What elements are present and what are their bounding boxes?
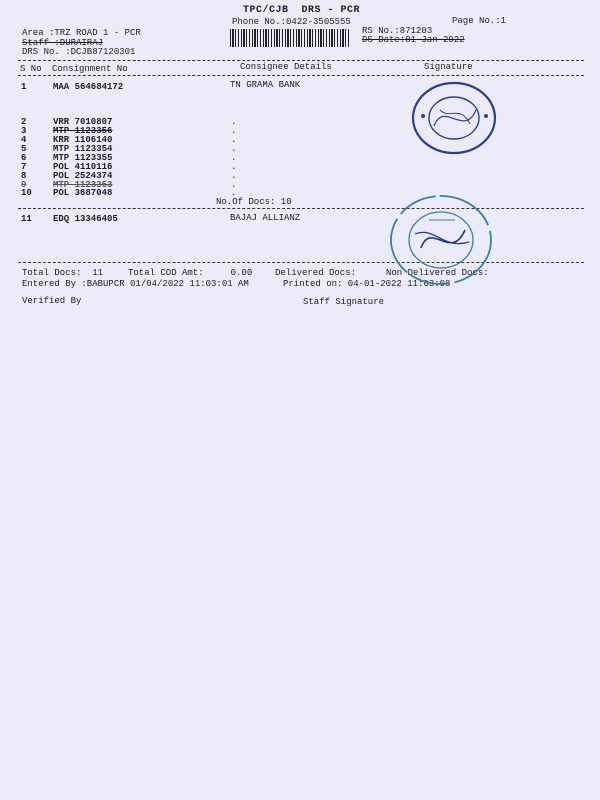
col-sno: S No	[20, 64, 42, 74]
row-consignment: MTP 1123355	[53, 153, 113, 163]
row-details: .	[231, 117, 237, 127]
insurance-stamp-icon	[385, 190, 497, 290]
row-sno: 4	[21, 135, 27, 145]
rs-number: RS No.:871203	[362, 26, 433, 36]
page-number: Page No.:1	[452, 16, 507, 26]
row-consignment: EDQ 13346405	[53, 214, 118, 224]
barcode	[230, 29, 350, 47]
divider	[18, 208, 584, 209]
row-consignment: POL 2524374	[53, 171, 113, 181]
total-docs: Total Docs: 11	[22, 268, 104, 278]
row-consignment: MTP 1123356	[53, 126, 113, 136]
row-details: .	[231, 188, 237, 198]
col-consignment: Consignment No	[52, 64, 128, 74]
staff-label: Staff :DURAIRAJ	[22, 38, 104, 48]
row-details: BAJAJ ALLIANZ	[230, 213, 301, 223]
report-title: TPC/CJB DRS - PCR	[243, 5, 361, 16]
non-delivered-docs: Non Delivered Docs:	[386, 268, 489, 278]
staff-signature: Staff Signature	[303, 297, 385, 307]
delivered-docs: Delivered Docs:	[275, 268, 357, 278]
row-sno: 8	[21, 171, 27, 181]
divider	[18, 60, 584, 61]
row-consignment: MTP 1123353	[53, 180, 113, 190]
col-details: Consignee Details	[240, 62, 332, 72]
drs-number: DRS No. :DCJB87120301	[22, 47, 136, 57]
bank-stamp-icon	[410, 80, 498, 156]
row-details: .	[231, 153, 237, 163]
phone-number: Phone No.:0422-3505555	[232, 17, 351, 27]
divider	[18, 75, 584, 76]
verified-by: Verified By	[22, 296, 82, 306]
row-sno: 6	[21, 153, 27, 163]
row-sno: 7	[21, 162, 27, 172]
row-sno: 5	[21, 144, 27, 154]
row-consignment: KRR 1106140	[53, 135, 113, 145]
row-sno: 10	[21, 188, 32, 198]
row-details: .	[231, 126, 237, 136]
row-details: .	[231, 162, 237, 172]
row-sno: 11	[21, 214, 32, 224]
total-cod: Total COD Amt: 0.00	[128, 268, 253, 278]
row-sno: 1	[21, 82, 27, 92]
group-total: No.Of Docs: 10	[216, 197, 292, 207]
row-consignment: POL 4110116	[53, 162, 113, 172]
row-consignment: VRR 7010807	[53, 117, 113, 127]
row-details: TN GRAMA BANK	[230, 80, 301, 90]
row-sno: 9	[21, 180, 27, 190]
row-sno: 2	[21, 117, 27, 127]
row-consignment: POL 3687048	[53, 188, 113, 198]
row-sno: 3	[21, 126, 27, 136]
row-details: .	[231, 180, 237, 190]
row-details: .	[231, 135, 237, 145]
divider	[18, 262, 584, 263]
row-details: .	[231, 171, 237, 181]
row-details: .	[231, 144, 237, 154]
row-consignment: MAA 564684172	[53, 82, 124, 92]
row-consignment: MTP 1123354	[53, 144, 113, 154]
ds-date: DS Date:01-Jan-2022	[362, 35, 465, 45]
area-label: Area :TRZ ROAD 1 - PCR	[22, 28, 141, 38]
col-signature: Signature	[424, 62, 473, 72]
printed-on: Printed on: 04-01-2022 11:03:08	[283, 279, 451, 289]
entered-by: Entered By :BABUPCR 01/04/2022 11:03:01 AM	[22, 279, 249, 289]
